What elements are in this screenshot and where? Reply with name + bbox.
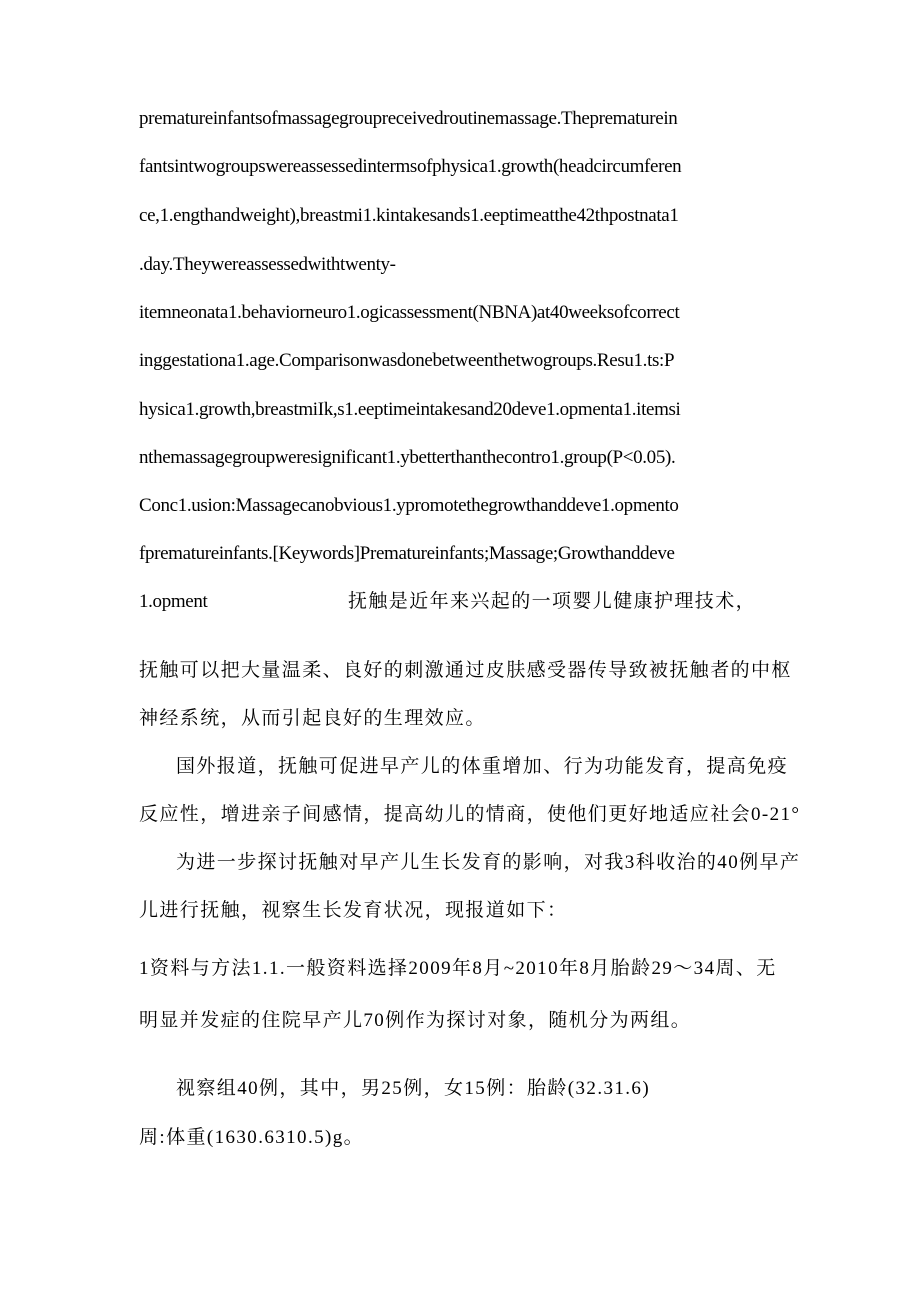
section-1-line-2: 明显并发症的住院早产儿70例作为探讨对象，随机分为两组。 [139,1010,692,1031]
paragraph-3-line-1: 为进一步探讨抚触对早产儿生长发育的影响，对我3科收治的40例早产 [176,852,801,873]
abstract-line-2: fantsintwogroupswereassessedintermsofphysica1.growth(headcircumferen [139,156,682,177]
paragraph-1-line-2: 神经系统，从而引起良好的生理效应。 [139,708,486,729]
abstract-line-9: Conc1.usion:Massagecanobvious1.ypromotethegrowthanddeve1.opmento [139,495,679,516]
abstract-line-4: .day.Theywereassessedwithtwenty- [139,254,396,275]
section-1-line-1: 1资料与方法1.1.一般资料选择2009年8月~2010年8月胎龄29～34周、无 [139,958,777,979]
observation-group-line-2: 周:体重(1630.6310.5)g。 [139,1127,365,1148]
paragraph-3-line-2: 儿进行抚触，视察生长发育状况，现报道如下： [139,900,568,921]
intro-text-start: 抚触是近年来兴起的一项婴儿健康护理技术， [348,591,757,612]
abstract-line-5: itemneonata1.behaviorneuro1.ogicassessment(NBNA)at40weeksofcorrect [139,302,680,323]
paragraph-1-line-1: 抚触可以把大量温柔、良好的刺激通过皮肤感受器传导致被抚触者的中枢 [139,660,792,681]
abstract-line-3: ce,1.engthandweight),breastmi1.kintakesands1.eeptimeatthe42thpostnata1 [139,205,679,226]
observation-group-line-1: 视察组40例，其中，男25例，女15例：胎龄(32.31.6) [176,1078,651,1099]
paragraph-2-line-1: 国外报道，抚触可促进早产儿的体重增加、行为功能发育，提高免疫 [176,756,789,777]
abstract-line-10: fprematureinfants.[Keywords]Prematureinfants;Massage;Growthanddeve [139,543,675,564]
abstract-line-1: prematureinfantsofmassagegroupreceivedroutinemassage.Theprematurein [139,108,678,129]
paragraph-2-line-2: 反应性，增进亲子间感情，提高幼儿的情商，使他们更好地适应社会0-21° [139,804,801,825]
abstract-line-6: inggestationa1.age.Comparisonwasdonebetweenthetwogroups.Resu1.ts:P [139,350,675,371]
abstract-line-7: hysica1.growth,breastmiIk,s1.eeptimeintakesand20deve1.opmenta1.itemsi [139,399,681,420]
abstract-line-8: nthemassagegroupweresignificant1.ybetterthanthecontro1.group(P<0.05). [139,447,676,468]
abstract-last-fragment: 1.opment [139,591,208,612]
